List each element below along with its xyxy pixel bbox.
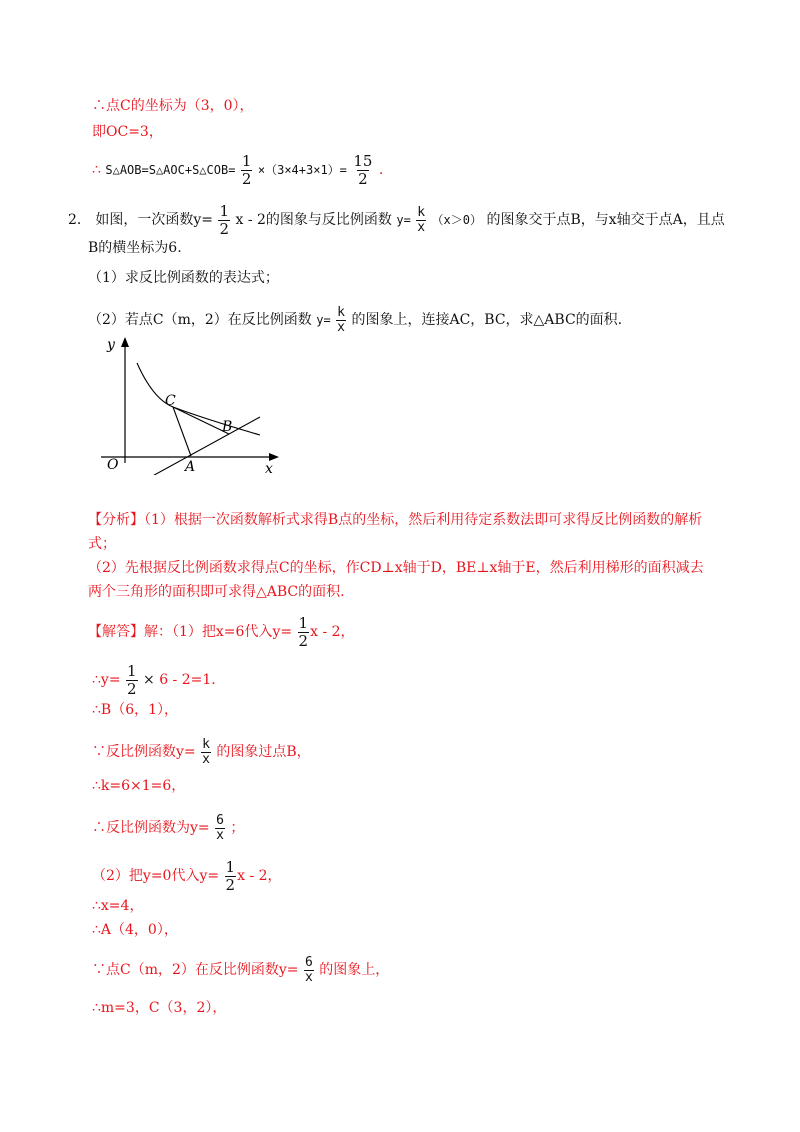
solution-step10 — [92, 950, 389, 990]
solution-text: ∴反比例函数为y= — [92, 820, 210, 836]
fraction-half: $\frac{1}{2}$ — [127, 661, 137, 698]
fraction-half: $\frac{1}{2}$ — [219, 201, 230, 238]
hyperbola-curve — [137, 363, 260, 435]
fraction: $\frac{1}{2}$ — [241, 151, 252, 188]
solution-line: 即OC=3， — [92, 124, 163, 140]
function-label: y= — [316, 313, 331, 327]
fraction-6-over-x: $\frac{6}{x}$ — [216, 812, 224, 843]
solution-step1 — [88, 612, 355, 652]
solution-text: ∵反比例函数y= — [92, 744, 196, 760]
fraction-k-over-x: $\frac{k}{x}$ — [202, 736, 210, 767]
times-symbol: × — [143, 672, 155, 688]
analysis-line2: 式； — [88, 536, 116, 552]
domain-condition: （x＞0） — [431, 213, 482, 227]
solution-step7 — [92, 856, 282, 896]
question-text: 的图象上，连接AC，BC，求△ABC的面积. — [351, 312, 623, 328]
coordinate-figure — [95, 335, 285, 475]
solution-step8: ∴x=4， — [92, 898, 144, 914]
problem-number: 2． — [68, 212, 91, 228]
fraction-k-over-x: $\frac{k}{x}$ — [337, 304, 345, 335]
linear-function-line — [147, 417, 260, 475]
x-axis-label: x — [265, 461, 273, 475]
solution-step5: ∴k=6×1=6， — [92, 778, 186, 794]
x-axis-arrow — [269, 453, 279, 461]
problem-statement-line2: B的横坐标为6. — [88, 240, 182, 256]
fraction-6-over-x: $\frac{6}{x}$ — [305, 954, 313, 985]
solution-text: 的图象上， — [319, 962, 390, 978]
solution-step4 — [92, 732, 311, 772]
solution-step9: ∴A（4，0）， — [92, 922, 178, 938]
area-formula-middle: ×（3×4+3×1）= — [257, 163, 347, 177]
solution-step2 — [92, 660, 216, 700]
fraction-k-over-x: $\frac{k}{x}$ — [417, 204, 426, 235]
function-label: y= — [396, 213, 411, 227]
point-c-label: C — [165, 393, 176, 409]
solution-text: 解：（1）把x=6代入y= — [144, 624, 293, 640]
problem-text: 的图象交于点B，与x轴交于点A，且点 — [486, 212, 725, 228]
area-formula: S△AOB=S△AOC+S△COB= — [105, 163, 236, 177]
problem-text: 如图，一次函数y= — [95, 212, 214, 228]
solution-text: ∵点C（m，2）在反比例函数y= — [92, 962, 299, 978]
solution-line: ∴点C的坐标为（3，0）， — [92, 98, 254, 114]
fraction-half: $\frac{1}{2}$ — [225, 857, 236, 894]
y-axis-arrow — [121, 337, 129, 347]
area-formula-line — [92, 150, 383, 190]
analysis-line3: （2）先根据反比例函数求得点C的坐标，作CD⊥x轴于D，BE⊥x轴于E，然后利用梯形的面积减去 — [88, 560, 704, 576]
question-text: （2）若点C（m，2）在反比例函数 — [88, 312, 312, 328]
point-a-label: A — [185, 459, 196, 475]
solution-text: x - 2， — [237, 868, 282, 884]
fraction: $\frac{15}{2}$ — [353, 151, 373, 188]
solution-text: 6 - 2=1. — [159, 672, 216, 688]
point-b-label: B — [222, 419, 233, 435]
problem-statement-line1 — [68, 200, 725, 240]
analysis-text: （1）根据一次函数解析式求得B点的坐标，然后利用待定系数法即可求得反比例函数的解析 — [144, 512, 703, 528]
analysis-line4: 两个三角形的面积即可求得△ABC的面积. — [88, 584, 345, 600]
solution-text: 的图象过点B， — [216, 744, 311, 760]
solution-text: ； — [230, 820, 245, 836]
solution-tag: 【解答】 — [88, 624, 144, 640]
solution-text: x - 2， — [310, 624, 355, 640]
solution-step11: ∴m=3，C（3，2）， — [92, 1000, 227, 1016]
y-axis-label: y — [107, 337, 115, 353]
origin-label: O — [107, 457, 119, 473]
therefore-symbol: ∴ — [92, 162, 101, 178]
solution-text: ∴y= — [92, 672, 121, 688]
analysis-tag: 【分析】 — [88, 512, 144, 528]
problem-text: x - 2的图象与反比例函数 — [235, 212, 392, 228]
analysis-line1 — [88, 510, 702, 530]
fraction-half: $\frac{1}{2}$ — [298, 613, 309, 650]
question-1: （1）求反比例函数的表达式； — [88, 270, 279, 286]
solution-text: （2）把y=0代入y= — [92, 868, 220, 884]
period: . — [378, 162, 384, 178]
solution-step6 — [92, 808, 244, 848]
solution-step3: ∴B（6，1）， — [92, 702, 179, 718]
question-2 — [88, 300, 622, 340]
